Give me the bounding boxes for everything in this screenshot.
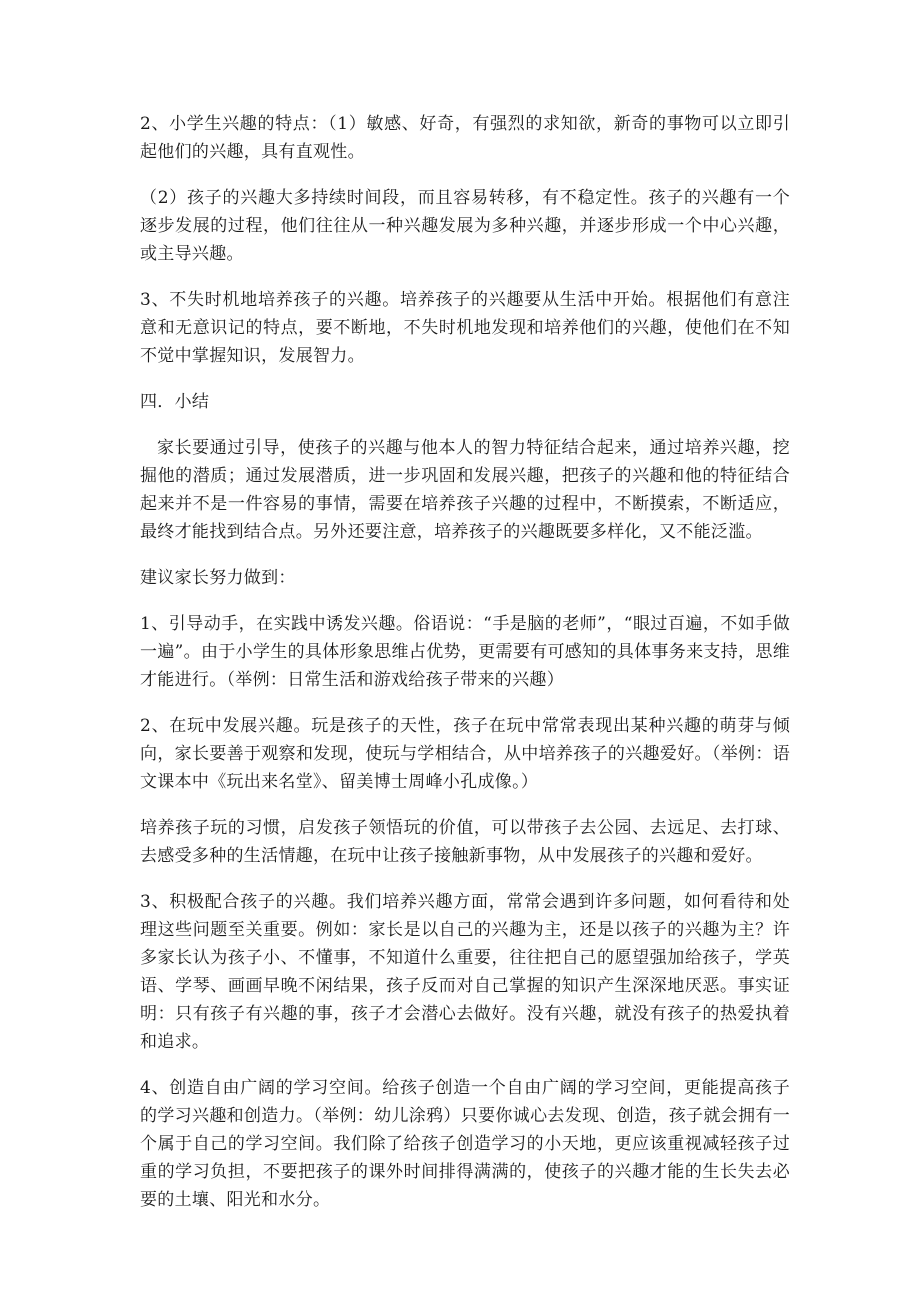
paragraph-play-habit: 培养孩子玩的习惯，启发孩子领悟玩的价值，可以带孩子去公园、去远足、去打球、去感受多种的生活情趣，在玩中让孩子接触新事物，从中发展孩子的兴趣和爱好。 [140,818,790,866]
paragraph-interest-traits: 2、小学生兴趣的特点：（1）敏感、好奇，有强烈的求知欲，新奇的事物可以立即引起他们的兴趣，具有直观性。 [140,114,790,162]
paragraph-suggestion-play: 2、在玩中发展兴趣。玩是孩子的天性，孩子在玩中常常表现出某种兴趣的萌芽与倾向，家长要善于观察和发现，使玩与学相结合，从中培养孩子的兴趣爱好。（举例：语文课本中《玩出来名堂》、留美博士周峰小孔成像。） [140,716,790,792]
paragraph-cultivate-timely: 3、不失时机地培养孩子的兴趣。培养孩子的兴趣要从生活中开始。根据他们有意注意和无意识记的特点，要不断地，不失时机地发现和培养他们的兴趣，使他们在不知不觉中掌握知识，发展智力。 [140,290,790,366]
paragraph-suggestions-intro: 建议家长努力做到： [140,568,296,588]
paragraph-suggestion-hands-on: 1、引导动手，在实践中诱发兴趣。俗语说：“手是脑的老师”，“眼过百遍，不如手做一遍”。由于小学生的具体形象思维占优势，更需要有可感知的具体事务来支持，思维才能进行。（举例：日常生活和游戏给孩子带来的兴趣） [140,614,790,690]
paragraph-suggestion-space: 4、创造自由广阔的学习空间。给孩子创造一个自由广阔的学习空间，更能提高孩子的学习兴趣和创造力。（举例：幼儿涂鸦）只要你诚心去发现、创造，孩子就会拥有一个属于自己的学习空间。我们除了给孩子创造学习的小天地，更应该重视减轻孩子过重的学习负担，不要把孩子的课外时间排得满满的，使孩子的兴趣才能的生长失去必要的土壤、阳光和水分。 [140,1078,790,1210]
paragraph-summary: 家长要通过引导，使孩子的兴趣与他本人的智力特征结合起来，通过培养兴趣，挖掘他的潜质；通过发展潜质，进一步巩固和发展兴趣，把孩子的兴趣和他的特征结合起来并不是一件容易的事情，需要在培养孩子兴趣的过程中，不断摸索，不断适应，最终才能找到结合点。另外还要注意，培养孩子的兴趣既要多样化，又不能泛滥。 [140,438,790,542]
document-body [140,110,790,1232]
paragraph-suggestion-cooperate: 3、积极配合孩子的兴趣。我们培养兴趣方面，常常会遇到许多问题，如何看待和处理这些问题至关重要。例如：家长是以自己的兴趣为主，还是以孩子的兴趣为主？许多家长认为孩子小、不懂事，不知道什么重要，往往把自己的愿望强加给孩子，学英语、学琴、画画早晚不闲结果，孩子反而对自己掌握的知识产生深深地厌恶。事实证明：只有孩子有兴趣的事，孩子才会潜心去做好。没有兴趣，就没有孩子的热爱执着和追求。 [140,892,790,1052]
section-heading-summary: 四．小结 [140,392,210,412]
paragraph-interest-duration: （2）孩子的兴趣大多持续时间段，而且容易转移，有不稳定性。孩子的兴趣有一个逐步发展的过程，他们往往从一种兴趣发展为多种兴趣，并逐步形成一个中心兴趣，或主导兴趣。 [140,188,790,264]
